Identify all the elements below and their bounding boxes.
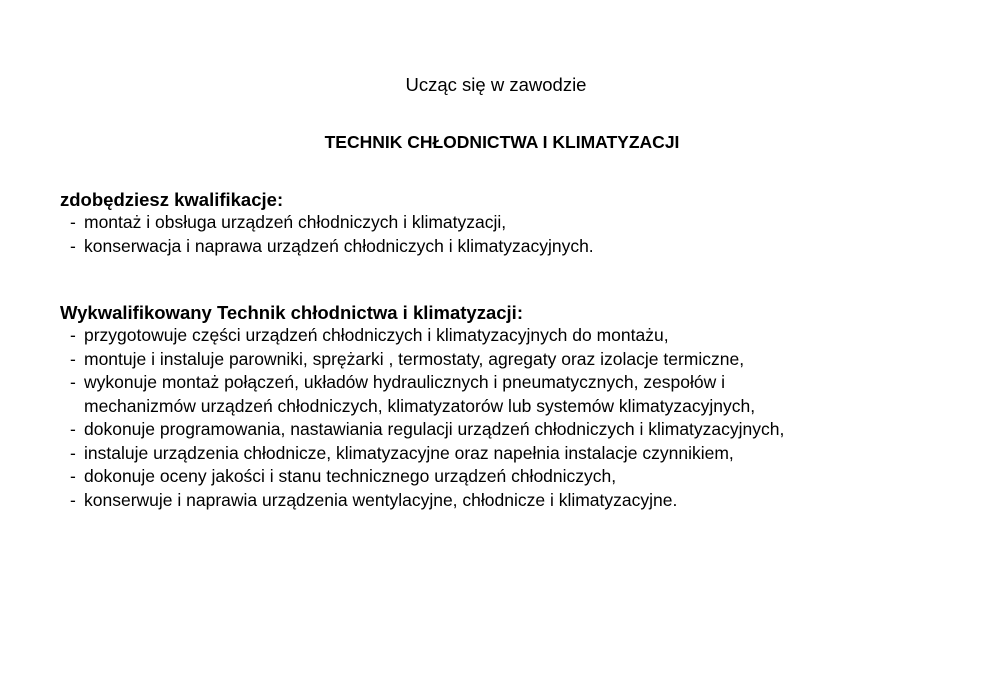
list-dash: -	[70, 372, 76, 392]
list-dash: -	[70, 489, 76, 510]
list-item-text: dokonuje programowania, nastawiania regulacji urządzeń chłodniczych i klimatyzacyjnych,	[84, 419, 785, 439]
list-dash: -	[70, 419, 76, 439]
duties-heading: Wykwalifikowany Technik chłodnictwa i klimatyzacji:	[60, 302, 523, 323]
list-item	[60, 418, 970, 442]
list-item-text: konserwacja i naprawa urządzeń chłodniczych i klimatyzacyjnych.	[84, 235, 594, 256]
list-item	[60, 489, 970, 513]
list-item-text: wykonuje montaż połączeń, układów hydraulicznych i pneumatycznych, zespołów i	[84, 372, 726, 392]
list-item	[60, 371, 970, 418]
list-item	[60, 324, 970, 348]
list-item	[60, 211, 970, 235]
list-item-text: montuje i instaluje parowniki, sprężarki , termostaty, agregaty oraz izolacje termiczne,	[84, 348, 745, 369]
qualifications-list	[60, 211, 970, 258]
list-item	[60, 442, 970, 466]
list-item	[60, 348, 970, 372]
list-dash: -	[70, 348, 76, 369]
qualifications-section	[60, 188, 970, 258]
profession-title: TECHNIK CHŁODNICTWA I KLIMATYZACJI	[324, 132, 680, 152]
list-item	[60, 235, 970, 259]
list-dash: -	[70, 466, 76, 486]
qualifications-heading: zdobędziesz kwalifikacje:	[60, 189, 284, 210]
list-item-text: dokonuje oceny jakości i stanu technicznego urządzeń chłodniczych,	[84, 466, 617, 486]
list-dash: -	[70, 325, 76, 345]
list-item	[60, 465, 970, 489]
duties-list	[60, 324, 970, 512]
list-item-text: konserwuje i naprawia urządzenia wentylacyjne, chłodnicze i klimatyzacyjne.	[84, 489, 678, 510]
list-dash: -	[70, 212, 76, 232]
duties-section	[60, 301, 970, 512]
intro-line: Ucząc się w zawodzie	[405, 74, 587, 95]
list-item-text: instaluje urządzenia chłodnicze, klimatyzacyjne oraz napełnia instalacje czynnikiem,	[84, 442, 734, 463]
list-item-text: montaż i obsługa urządzeń chłodniczych i klimatyzacji,	[84, 212, 507, 232]
list-dash: -	[70, 442, 76, 463]
list-item-continuation: mechanizmów urządzeń chłodniczych, klimatyzatorów lub systemów klimatyzacyjnych,	[84, 395, 756, 416]
list-item-text: przygotowuje części urządzeń chłodniczych i klimatyzacyjnych do montażu,	[84, 325, 669, 345]
list-dash: -	[70, 235, 76, 256]
